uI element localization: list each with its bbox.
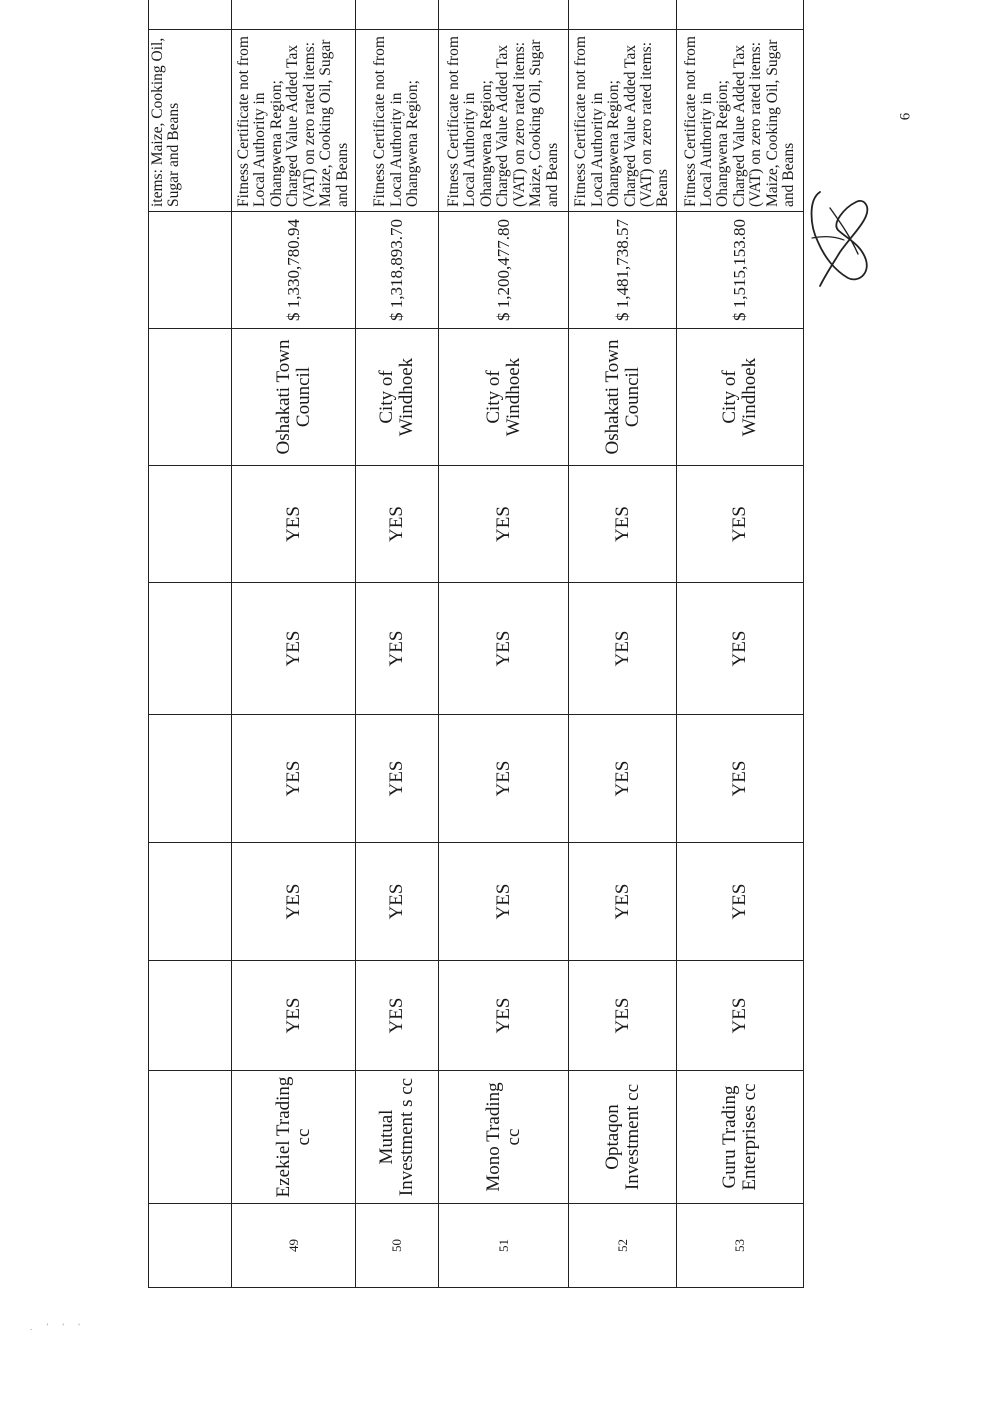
page-number: 6 xyxy=(897,112,914,121)
bid-amount: $ 1,515,153.80 xyxy=(677,212,804,329)
criterion-3: YES xyxy=(677,715,804,843)
table-row xyxy=(677,0,804,1288)
bid-amount: $ 1,330,780.94 xyxy=(232,212,356,329)
criterion-2: YES xyxy=(232,843,356,961)
bidder-name: Ezekiel Trading cc xyxy=(232,1071,356,1204)
bidder-name: Optaqon Investment cc xyxy=(569,1071,677,1204)
table-row xyxy=(356,0,439,1288)
criterion-1: YES xyxy=(569,961,677,1071)
criterion-5: YES xyxy=(439,466,569,583)
local-authority: City of Windhoek xyxy=(356,329,439,466)
rotated-table-wrapper xyxy=(148,33,803,1288)
row-number: 51 xyxy=(439,1204,569,1288)
recommendation xyxy=(356,0,439,30)
criterion-5: YES xyxy=(569,466,677,583)
row-number: 53 xyxy=(677,1204,804,1288)
bidder-name: Mono Trading cc xyxy=(439,1071,569,1204)
recommendation xyxy=(677,0,804,30)
local-authority: Oshakati Town Council xyxy=(232,329,356,466)
criterion-4: YES xyxy=(356,583,439,715)
criterion-3: YES xyxy=(569,715,677,843)
recommendation xyxy=(569,0,677,30)
criterion-4: YES xyxy=(677,583,804,715)
criterion-5: YES xyxy=(232,466,356,583)
criterion-2: YES xyxy=(439,843,569,961)
remarks-cell: items: Maize, Cooking Oil, Sugar and Beans xyxy=(149,30,232,212)
criterion-4: YES xyxy=(232,583,356,715)
criterion-2: YES xyxy=(356,843,439,961)
bid-amount: $ 1,318,893.70 xyxy=(356,212,439,329)
row-number: 52 xyxy=(569,1204,677,1288)
bid-amount: $ 1,481,738.57 xyxy=(569,212,677,329)
row-number: 49 xyxy=(232,1204,356,1288)
criterion-2: YES xyxy=(569,843,677,961)
remarks: Fitness Certificate not from Local Authority in Ohangwena Region; Charged Value Added Tax (VAT) on zero rated items: Maize, Cooking Oil, Sugar and Beans xyxy=(677,30,804,212)
remarks: Fitness Certificate not from Local Authority in Ohangwena Region; xyxy=(356,30,439,212)
bidder-name: Mutual Investment s cc xyxy=(356,1071,439,1204)
row-number: 50 xyxy=(356,1204,439,1288)
evaluation-table xyxy=(148,0,804,1288)
name-cell xyxy=(149,1071,232,1204)
criterion-3: YES xyxy=(232,715,356,843)
bidder-name: Guru Trading Enterprises cc xyxy=(677,1071,804,1204)
criterion-3: YES xyxy=(356,715,439,843)
no-cell xyxy=(149,1204,232,1288)
table-row xyxy=(439,0,569,1288)
bid-amount: $ 1,200,477.80 xyxy=(439,212,569,329)
remarks: Fitness Certificate not from Local Authority in Ohangwena Region; Charged Value Added Tax (VAT) on zero rated items: Maize, Cooking Oil, Sugar and Beans xyxy=(232,30,356,212)
criterion-1: YES xyxy=(439,961,569,1071)
local-authority: City of Windhoek xyxy=(439,329,569,466)
scan-specks: . ' ' ' xyxy=(30,1322,86,1332)
criterion-4: YES xyxy=(439,583,569,715)
criterion-1: YES xyxy=(677,961,804,1071)
remarks: Fitness Certificate not from Local Authority in Ohangwena Region; Charged Value Added Tax (VAT) on zero rated items: Maize, Cooking Oil, Sugar and Beans xyxy=(439,30,569,212)
criterion-5: YES xyxy=(356,466,439,583)
table-row-continuation xyxy=(149,0,232,1288)
handwritten-signature xyxy=(800,178,880,298)
recommendation xyxy=(439,0,569,30)
table-row xyxy=(232,0,356,1288)
local-authority: Oshakati Town Council xyxy=(569,329,677,466)
criterion-5: YES xyxy=(677,466,804,583)
criterion-3: YES xyxy=(439,715,569,843)
criterion-1: YES xyxy=(356,961,439,1071)
local-authority: City of Windhoek xyxy=(677,329,804,466)
criterion-4: YES xyxy=(569,583,677,715)
recommendation xyxy=(232,0,356,30)
criterion-1: YES xyxy=(232,961,356,1071)
criterion-2: YES xyxy=(677,843,804,961)
remarks: Fitness Certificate not from Local Authority in Ohangwena Region; Charged Value Added Tax (VAT) on zero rated items: Beans xyxy=(569,30,677,212)
table-row xyxy=(569,0,677,1288)
